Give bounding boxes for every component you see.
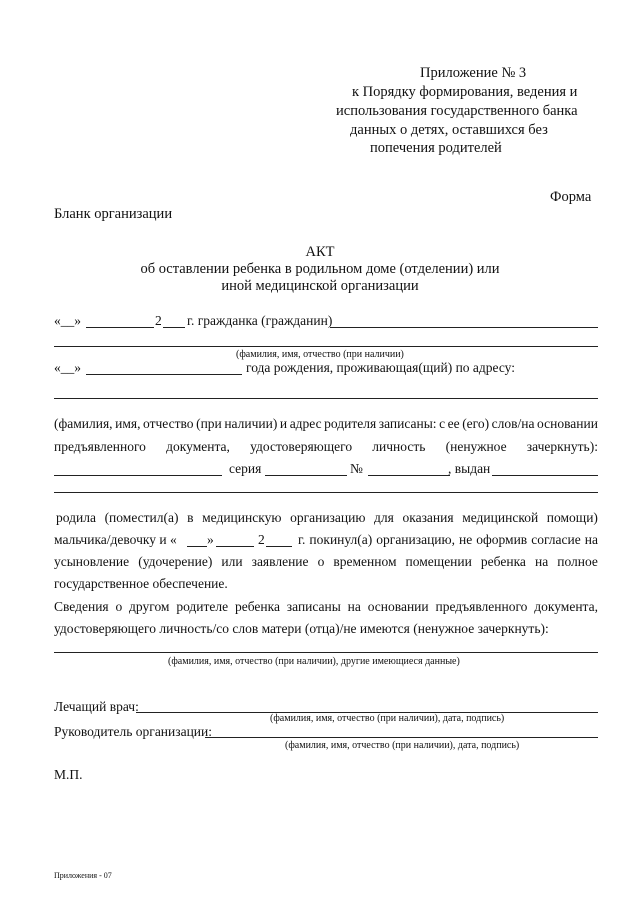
word: временном <box>333 554 397 569</box>
fio-blank <box>54 346 598 347</box>
word: г. <box>298 532 306 547</box>
word: помещении <box>405 554 472 569</box>
word: (удочерение) <box>138 554 213 569</box>
word: ее <box>447 416 460 431</box>
birth-para-line-2-rest <box>298 533 598 547</box>
birth-para-line-4: государственное обеспечение. <box>54 576 228 591</box>
birth-para-line-1 <box>56 511 598 525</box>
word: покинул(а) <box>309 532 373 547</box>
appendix-line-4: данных о детях, оставшихся без <box>350 122 548 138</box>
head-hint: (фамилия, имя, отчество (при наличии), дата, подпись) <box>285 740 520 751</box>
word: зачеркнуть): <box>526 439 598 454</box>
word: имя, <box>115 416 141 431</box>
doc-issued-label: , выдан <box>448 461 491 476</box>
word: ребенка <box>480 554 526 569</box>
date-month-blank <box>86 327 154 328</box>
word: личность <box>372 439 426 454</box>
head-signature-blank <box>205 737 598 738</box>
doc-issued-blank <box>492 475 598 476</box>
word: или <box>221 554 243 569</box>
org-blank-label: Бланк организации <box>54 206 173 222</box>
appendix-line-2: к Порядку формирования, ведения и <box>352 84 578 100</box>
act-title: АКТ <box>305 244 335 260</box>
citizen-label: г. гражданка (гражданин) <box>187 313 333 328</box>
word: (его) <box>462 416 490 431</box>
word: основании <box>537 416 598 431</box>
appendix-line-1: Приложение № 3 <box>420 65 527 81</box>
other-parent-blank <box>54 652 598 653</box>
appendix-line-5: попечения родителей <box>370 140 502 156</box>
word: заявление <box>251 554 309 569</box>
word: предъявленного <box>435 599 528 614</box>
doctor-hint: (фамилия, имя, отчество (при наличии), дата, подпись) <box>270 713 505 724</box>
doc-number-label: № <box>350 461 363 476</box>
word: родителе <box>176 599 229 614</box>
word: (фамилия, <box>54 416 113 431</box>
word: медицинской <box>462 510 539 525</box>
records-line-1 <box>54 417 598 431</box>
word: записаны <box>286 599 341 614</box>
word: ребенка <box>234 599 280 614</box>
citizen-name-blank <box>330 327 598 328</box>
word: оказания <box>402 510 454 525</box>
word: оформив <box>476 532 528 547</box>
leave-year-blank <box>266 546 292 547</box>
leave-date-blank <box>187 546 207 547</box>
doc-series-blank <box>265 475 347 476</box>
act-subtitle-line-2: иной медицинской организации <box>221 278 419 294</box>
footer-label: Приложения - 07 <box>54 871 112 880</box>
date-year-prefix: 2 <box>155 313 162 328</box>
address-blank <box>54 398 598 399</box>
word: помощи) <box>546 510 598 525</box>
word: другом <box>129 599 170 614</box>
word: адрес <box>289 416 322 431</box>
issued-by-blank <box>54 492 598 493</box>
word: с <box>439 416 446 431</box>
other-parent-line-2: удостоверяющего личность/со слов матери (отца)/не имеются (ненужное зачеркнуть): <box>54 621 549 636</box>
date-year-blank <box>163 327 185 328</box>
word: для <box>374 510 394 525</box>
word: на <box>347 599 361 614</box>
head-label: Руководитель организации: <box>54 724 213 739</box>
word: документа, <box>534 599 598 614</box>
word: родила <box>56 510 96 525</box>
word: (поместил(а) <box>104 510 179 525</box>
other-parent-line-1 <box>54 600 598 614</box>
date-quote: «__» <box>54 313 81 328</box>
word: Сведения <box>54 599 109 614</box>
word: записаны: <box>378 416 437 431</box>
doc-number-blank <box>368 475 450 476</box>
appendix-line-3: использования государственного банка <box>336 103 578 119</box>
word: на <box>534 554 549 569</box>
birth-para-line-2-start: мальчика/девочку и « <box>54 532 177 547</box>
word: предъявленного <box>54 439 146 454</box>
birth-quote: «__» <box>54 360 81 375</box>
doctor-label: Лечащий врач: <box>54 699 139 714</box>
word: родителя <box>324 416 377 431</box>
form-label: Форма <box>550 189 592 205</box>
word: (ненужное <box>445 439 507 454</box>
stamp-label: М.П. <box>54 767 83 782</box>
word: на <box>584 532 598 547</box>
word: медицинскую <box>202 510 282 525</box>
leave-quote-end: » <box>207 532 214 547</box>
word: наличии) <box>224 416 278 431</box>
word: о <box>115 599 123 614</box>
word: усыновление <box>54 554 130 569</box>
word: о <box>317 554 325 569</box>
birth-date-blank <box>86 374 242 375</box>
leave-month-blank <box>216 546 254 547</box>
leave-year-prefix: 2 <box>258 532 265 547</box>
other-parent-hint: (фамилия, имя, отчество (при наличии), другие имеющиеся данные) <box>168 656 460 667</box>
word: согласие <box>531 532 581 547</box>
birth-text: года рождения, проживающая(щий) по адресу: <box>246 360 516 375</box>
records-line-2 <box>54 440 598 454</box>
doc-series-label: серия <box>229 461 262 476</box>
word: удостоверяющего <box>250 439 353 454</box>
word: слов/на <box>491 416 535 431</box>
word: организацию <box>290 510 366 525</box>
birth-para-line-3 <box>54 555 598 569</box>
word: не <box>459 532 473 547</box>
word: и <box>279 416 288 431</box>
doc-type-blank <box>54 475 222 476</box>
fio-hint: (фамилия, имя, отчество (при наличии) <box>236 349 404 360</box>
word: полное <box>557 554 598 569</box>
act-subtitle-line-1: об оставлении ребенка в родильном доме (отделении) или <box>140 261 500 277</box>
word: в <box>187 510 194 525</box>
word: основании <box>367 599 429 614</box>
word: документа, <box>166 439 230 454</box>
word: отчество <box>143 416 194 431</box>
word: (при <box>196 416 222 431</box>
word: организацию, <box>376 532 455 547</box>
